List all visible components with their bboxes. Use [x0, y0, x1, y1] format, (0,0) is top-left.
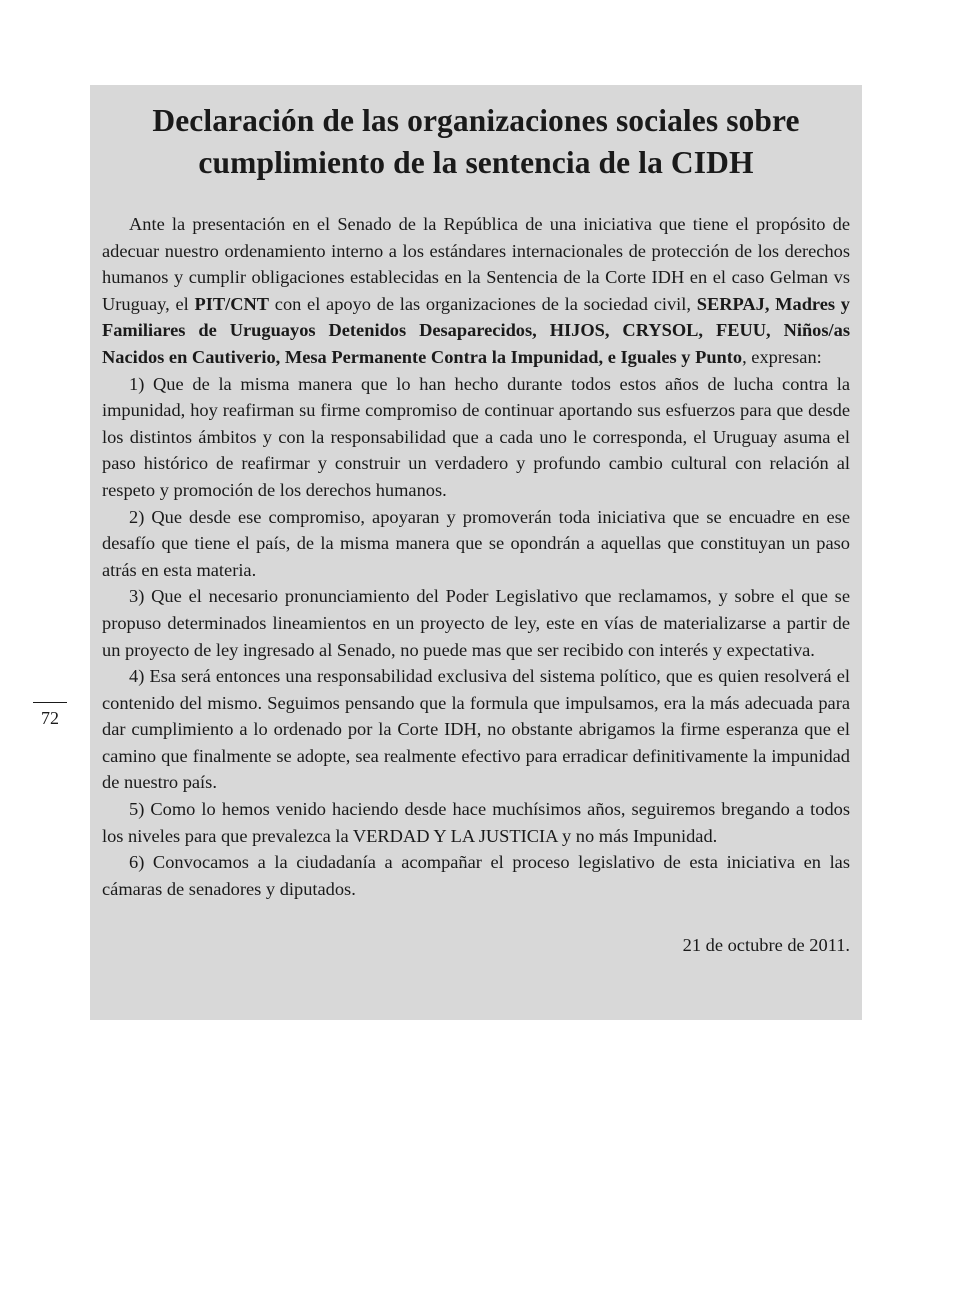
point-2: 2) Que desde ese compromiso, apoyaran y promoverán toda iniciativa que se encuadre en ese desafío que tiene el país, de la misma manera que se opondrán a aquellas que constituyan un paso atrás en esta materia. [102, 506, 850, 580]
intro-paragraph [102, 211, 850, 371]
declaration-body [102, 211, 850, 902]
title-line-1: Declaración de las organizaciones sociales sobre [152, 103, 800, 138]
intro-bold-2: SERPAJ, Madres y Familiares de Uruguayos Detenidos Desaparecidos, HIJOS, CRYSOL, FEUU, Niños/as Nacidos en Cautiverio, Mesa Permanente Contra la Impunidad, e Iguales y Punto [102, 293, 850, 367]
declaration-box [90, 85, 862, 1020]
point-6: 6) Convocamos a la ciudadanía a acompañar el proceso legislativo de esta iniciativa en las cámaras de senadores y diputados. [102, 852, 850, 899]
intro-text-3: , expresan: [742, 346, 822, 367]
intro-text-1: Ante la presentación en el Senado de la República de una iniciativa que tiene el propósito de adecuar nuestro ordenamiento interno a los estándares internacionales de protección de los derechos humanos y cumplir obligaciones establecidas en la Sentencia de la Corte IDH en el caso Gelman vs Uruguay, el [102, 214, 850, 314]
page-title [102, 100, 850, 184]
intro-text-2: con el apoyo de las organizaciones de la sociedad civil, [269, 293, 697, 314]
date-line: 21 de octubre de 2011. [682, 935, 850, 956]
intro-bold-1: PIT/CNT [194, 293, 270, 314]
point-1: 1) Que de la misma manera que lo han hecho durante todos estos años de lucha contra la impunidad, hoy reafirman su firme compromiso de continuar aportando sus esfuerzos para que desde los distintos ámbitos y con la responsabilidad que a cada uno le corresponda, el Uruguay asuma el paso histórico de reafirmar y construir un verdadero y profundo cambio cultural con relación al respeto y promoción de los derechos humanos. [102, 373, 850, 500]
title-line-2: cumplimiento de la sentencia de la CIDH [198, 145, 754, 180]
point-4: 4) Esa será entonces una responsabilidad exclusiva del sistema político, que es quien resolverá el contenido del mismo. Seguimos pensando que la formula que impulsamos, era la más adecuada para dar cumplimiento a lo ordenado por la Corte IDH, no obstante abrigamos la firme esperanza que el camino que finalmente se adopte, sea realmente efectivo para erradicar definitivamente la impunidad de nuestro país. [102, 666, 850, 793]
point-5: 5) Como lo hemos venido haciendo desde hace muchísimos años, seguiremos bregando a todos los niveles para que prevalezca la VERDAD Y LA JUSTICIA y no más Impunidad. [102, 799, 850, 846]
page-number: 72 [41, 708, 59, 728]
point-3: 3) Que el necesario pronunciamiento del Poder Legislativo que reclamamos, y sobre el que se propuso determinados lineamientos en un proyecto de ley, este en vías de materializarse a partir de un proyecto de ley ingresado al Senado, no puede mas que ser recibido con interés y expectativa. [102, 586, 850, 660]
page-number-rule [33, 702, 67, 703]
